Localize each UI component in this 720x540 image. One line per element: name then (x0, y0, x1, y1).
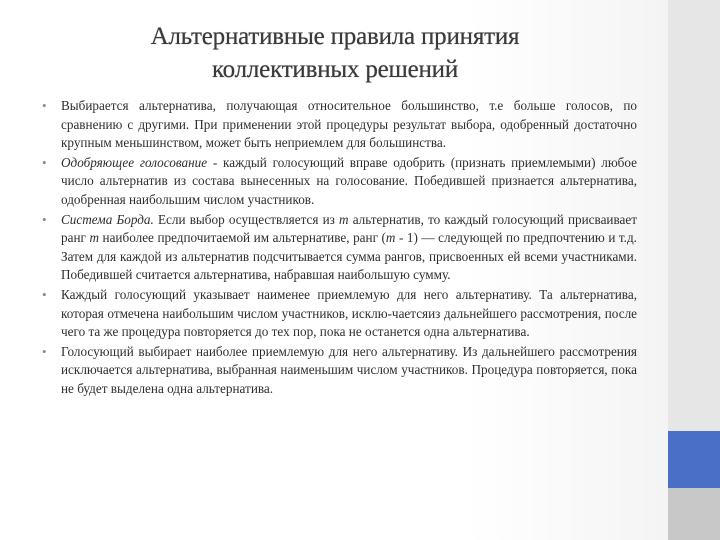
slide-title-line-1: Альтернативные правила принятия (150, 23, 520, 50)
slide-title-line-2: коллективных решений (211, 56, 459, 83)
list-item (42, 343, 637, 399)
list-item-text: - каждый голосующий вправе одобрить (признать приемлемыми) любое число альтернатив из состава вынесенных на голосование. Победившей признается альтернатива, одобренная наибольшим числом участников. (61, 154, 637, 207)
accent-block (668, 431, 720, 488)
list-item (42, 286, 637, 342)
list-item-text: Если выбор осуществляется из (153, 211, 340, 227)
bullet-icon: • (42, 343, 47, 359)
variable-m: m (339, 211, 349, 227)
variable-m: m (89, 230, 99, 246)
side-bar-bottom-block (668, 488, 720, 540)
bullet-icon: • (42, 211, 47, 227)
list-item (42, 211, 637, 285)
bullet-icon: • (42, 286, 47, 302)
list-item-text: Выбирается альтернатива, получающая относительное большинство, т.е больше голосов, по сравнению с другими. При применении этой процедуры результат выбора, одобренный достаточно крупным меньшинством, может быть неприемлем для большинства. (61, 98, 637, 151)
list-item-text: Голосующий выбирает наиболее приемлемую для него альтернативу. Из дальнейшего рассмотрения исключается альтернатива, выбранная наименьшим числом участников. Процедура повторяется, пока не будет выделена одна альтернатива. (61, 343, 637, 396)
bullet-icon: • (42, 154, 47, 170)
bullet-icon: • (42, 98, 47, 113)
bullet-list (42, 97, 637, 400)
list-item (42, 154, 637, 210)
list-item-term: Система Борда. (61, 211, 154, 227)
list-item (42, 97, 637, 153)
list-item-text: Каждый голосующий указывает наименее приемлемую для него альтернативу. Та альтернатива, которая отмечена наибольшим числом участников, исклю-чаетсяиз дальнейшего рассмотрения, после чего та же процедура повторяется до тех пор, пока не останется одна альтернатива. (61, 286, 637, 340)
side-decoration-bar (668, 0, 720, 540)
variable-m: m (385, 230, 396, 246)
list-item-term: Одобряющее голосование (61, 154, 208, 170)
list-item-text: - 1) — следующей по предпочтению и т.д. Затем для каждой из альтернатив подсчитывается сумма рангов, присвоенных ей всеми участниками. Победившей считается альтернатива, набравшая наибольшую сумму. (61, 230, 637, 283)
list-item-text: альтернатив, то каждый голосующий присваивает ранг (61, 211, 637, 246)
list-item-text: наиболее предпочитаемой им альтернативе, ранг ( (98, 230, 386, 246)
slide-title (40, 20, 630, 86)
